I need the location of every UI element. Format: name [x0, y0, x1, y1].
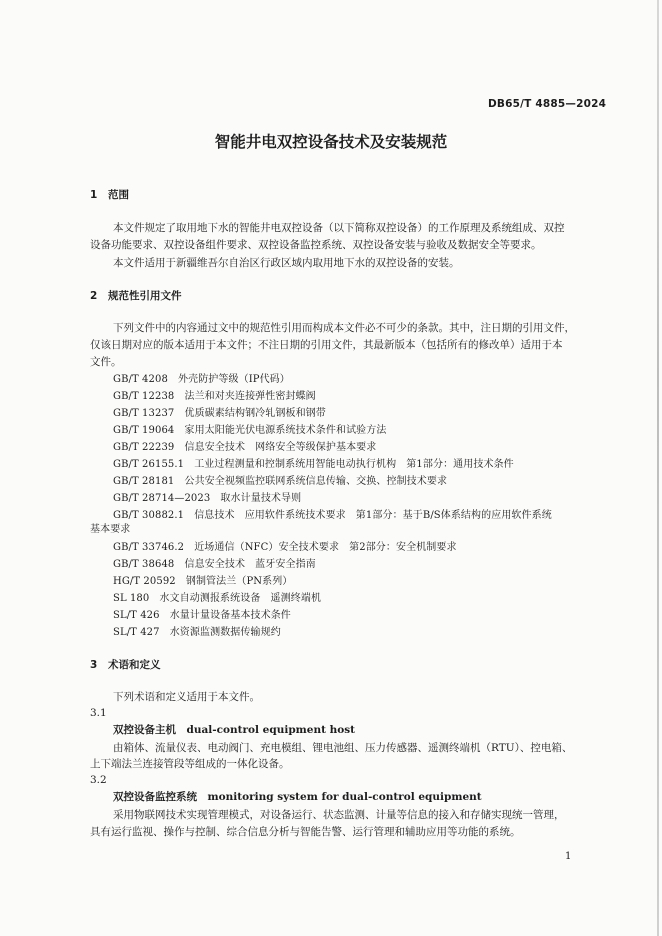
term-3-1-heading — [113, 723, 355, 737]
scope-paragraph-2: 本文件适用于新疆维吾尔自治区行政区域内取用地下水的双控设备的安装。 — [113, 257, 460, 269]
reference-item: GB/T 33746.2 近场通信（NFC）安全技术要求 第2部分：安全机制要求 — [113, 542, 457, 553]
section-1-title: 范围 — [108, 189, 129, 201]
term-3-1-en: dual-control equipment host — [186, 724, 356, 736]
reference-item: SL/T 426 水量计量设备基本技术条件 — [113, 610, 291, 621]
term-3-2-cn: 双控设备监控系统 — [113, 791, 197, 803]
references-intro-line-3: 文件。 — [90, 356, 122, 368]
document-title: 智能井电双控设备技术及安装规范 — [214, 133, 448, 151]
reference-item: GB/T 12238 法兰和对夹连接弹性密封蝶阀 — [113, 391, 316, 402]
page-number: 1 — [565, 851, 572, 862]
section-3-title: 术语和定义 — [108, 659, 161, 671]
references-intro-line-1: 下列文件中的内容通过文中的规范性引用而构成本文件必不可少的条款。其中，注日期的引用文件， — [113, 322, 575, 334]
reference-item: GB/T 28181 公共安全视频监控联网系统信息传输、交换、控制技术要求 — [113, 476, 448, 487]
term-3-2-heading — [113, 790, 482, 804]
reference-item: GB/T 28714—2023 取水计量技术导则 — [113, 493, 302, 504]
reference-item: GB/T 26155.1 工业过程测量和控制系统用智能电动执行机构 第1部分：通用技术条件 — [113, 459, 514, 470]
standard-number: DB65/T 4885—2024 — [488, 98, 607, 110]
section-1-number: 1 — [90, 189, 98, 201]
term-3-2-definition-line-2: 具有运行监视、操作与控制、综合信息分析与智能告警、运行管理和辅助应用等功能的系统。 — [90, 826, 521, 838]
term-3-2-definition-line-1: 采用物联网技术实现管理模式，对设备运行、状态监测、计量等信息的接入和存储实现统一管理， — [113, 809, 565, 821]
term-3-1-cn: 双控设备主机 — [113, 724, 176, 736]
reference-item: GB/T 38648 信息安全技术 蓝牙安全指南 — [113, 559, 316, 570]
reference-item: HG/T 20592 钢制管法兰（PN系列） — [113, 576, 293, 587]
section-1-heading — [90, 188, 129, 202]
section-2-title: 规范性引用文件 — [108, 290, 182, 302]
scope-paragraph-line-1: 本文件规定了取用地下水的智能井电双控设备（以下简称双控设备）的工作原理及系统组成、双控 — [113, 222, 565, 234]
section-2-heading — [90, 289, 182, 303]
term-3-1-number: 3.1 — [90, 707, 107, 719]
term-3-1-definition-line-2: 上下端法兰连接管段等组成的一体化设备。 — [90, 758, 290, 770]
references-intro-line-2: 仅该日期对应的版本适用于本文件；不注日期的引用文件，其最新版本（包括所有的修改单）适用于本 — [90, 339, 563, 351]
section-2-number: 2 — [90, 290, 98, 302]
term-3-2-en: monitoring system for dual-control equipment — [207, 791, 482, 803]
section-3-heading — [90, 658, 161, 672]
reference-item: SL 180 水文自动测报系统设备 遥测终端机 — [113, 593, 322, 604]
term-3-2-number: 3.2 — [90, 774, 107, 786]
scope-paragraph-line-2: 设备功能要求、双控设备组件要求、双控设备监控系统、双控设备安装与验收及数据安全等要求。 — [90, 239, 542, 251]
terms-intro: 下列术语和定义适用于本文件。 — [113, 691, 260, 703]
section-3-number: 3 — [90, 659, 98, 671]
term-3-1-definition-line-1: 由箱体、流量仪表、电动阀门、充电模组、锂电池组、压力传感器、遥测终端机（RTU）、控电箱、 — [113, 742, 573, 754]
reference-item: GB/T 4208 外壳防护等级（IP代码） — [113, 374, 290, 385]
reference-item: GB/T 13237 优质碳素结构钢冷轧钢板和钢带 — [113, 408, 326, 419]
reference-item: GB/T 19064 家用太阳能光伏电源系统技术条件和试验方法 — [113, 425, 387, 436]
reference-item: GB/T 30882.1 信息技术 应用软件系统技术要求 第1部分：基于B/S体系结构的应用软件系统 — [113, 510, 552, 521]
reference-item: GB/T 22239 信息安全技术 网络安全等级保护基本要求 — [113, 442, 377, 453]
reference-item: SL/T 427 水资源监测数据传输规约 — [113, 627, 281, 638]
reference-item-continuation: 基本要求 — [90, 524, 131, 535]
